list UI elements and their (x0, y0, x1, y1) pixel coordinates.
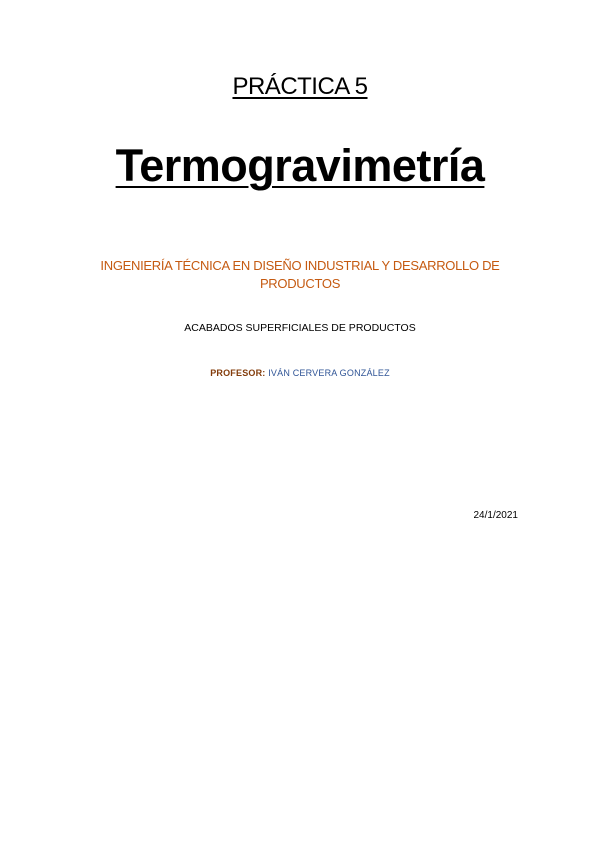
document-date: 24/1/2021 (473, 510, 518, 521)
subject-name: ACABADOS SUPERFICIALES DE PRODUCTOS (184, 322, 416, 334)
document-title: Termogravimetría (115, 140, 485, 191)
degree-name: INGENIERÍA TÉCNICA EN DISEÑO INDUSTRIAL Y DESARROLLO DE PRODUCTOS (100, 258, 500, 291)
professor-line (0, 368, 600, 378)
professor-label: PROFESOR: (210, 368, 266, 378)
professor-name: IVÁN CERVERA GONZÁLEZ (268, 368, 390, 378)
practice-heading: PRÁCTICA 5 (232, 73, 368, 100)
